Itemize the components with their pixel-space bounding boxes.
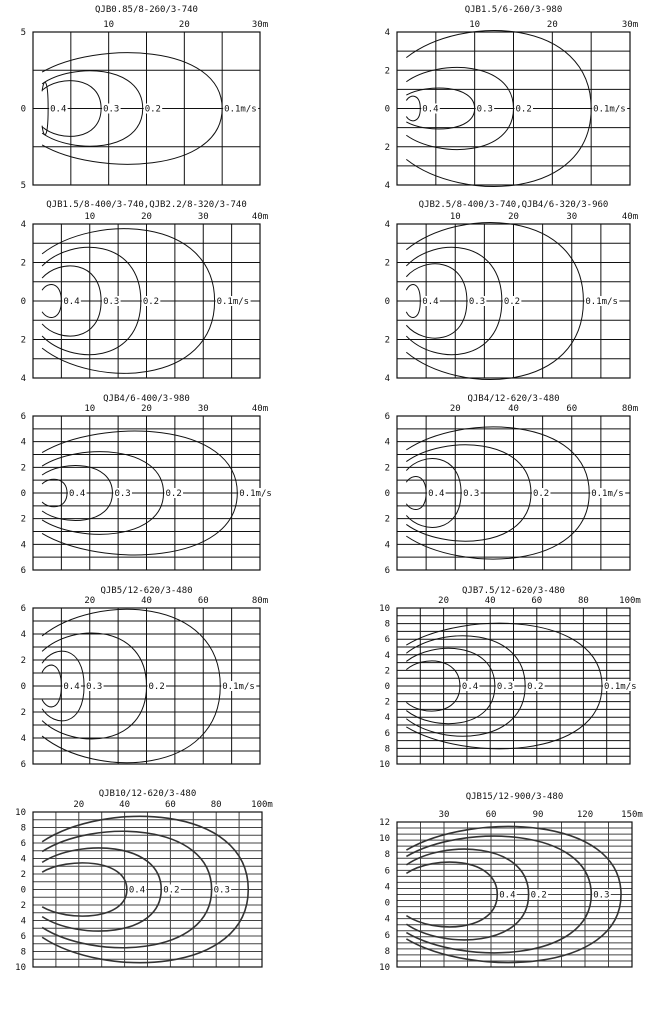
contour-velocity-label: 0.3 <box>86 682 103 692</box>
y-tick-label: 6 <box>20 839 26 849</box>
y-tick-label: 2 <box>20 870 26 880</box>
contour-velocity-label: 0.2 <box>148 682 165 692</box>
contour-velocity-label: 0.4 <box>422 104 439 115</box>
y-tick-label: 2 <box>384 142 390 153</box>
y-tick-label: 2 <box>384 66 390 77</box>
y-tick-label: 6 <box>384 566 390 576</box>
y-tick-label: 4 <box>20 437 26 448</box>
y-tick-label: 6 <box>384 728 390 739</box>
x-tick-label: 40 <box>484 596 496 606</box>
y-tick-label: 8 <box>384 744 390 755</box>
y-tick-label: 2 <box>20 258 26 269</box>
contour-velocity-label: 0.2 <box>144 104 161 115</box>
panel-title: QJB4/12-620/3-480 <box>467 394 560 404</box>
contour-velocity-label: 0.1m/s <box>222 682 255 692</box>
x-tick-label: 30 <box>197 212 209 222</box>
y-tick-label: 0 <box>384 104 390 115</box>
y-tick-label: 2 <box>384 514 390 525</box>
x-tick-label: 80m <box>251 596 269 606</box>
y-tick-label: 4 <box>20 630 26 640</box>
x-tick-label: 20 <box>508 212 519 222</box>
x-tick-label: 100m <box>619 596 641 606</box>
y-tick-label: 8 <box>20 823 26 834</box>
contour-velocity-label: 0.2 <box>527 682 544 692</box>
x-tick-label: 60 <box>566 404 578 414</box>
x-tick-label: 60 <box>485 810 497 820</box>
y-tick-label: 0 <box>384 898 390 909</box>
y-tick-label: 6 <box>20 566 26 576</box>
y-tick-label: 6 <box>20 760 26 770</box>
x-tick-label: 30 <box>197 404 209 414</box>
panel-title: QJB5/12-620/3-480 <box>100 586 193 596</box>
contour-velocity-label: 0.1m/s <box>224 104 257 115</box>
diagram-panel <box>21 394 274 576</box>
contour-velocity-label: 0.4 <box>422 297 439 307</box>
y-tick-label: 4 <box>384 650 390 661</box>
contour-velocity-label: 0.2 <box>515 104 532 115</box>
y-tick-label: 6 <box>20 412 26 422</box>
y-tick-label: 2 <box>20 463 26 474</box>
x-tick-label: 40m <box>251 404 269 414</box>
y-tick-label: 4 <box>384 374 390 384</box>
y-tick-label: 2 <box>384 463 390 474</box>
y-tick-label: 4 <box>384 28 390 38</box>
x-tick-label: 10 <box>449 212 461 222</box>
diagram-panel <box>21 586 269 770</box>
x-tick-label: 30 <box>566 212 578 222</box>
y-tick-label: 6 <box>384 635 390 646</box>
x-tick-label: 20 <box>438 596 450 606</box>
y-tick-label: 0 <box>384 682 390 692</box>
contour-velocity-label: 0.4 <box>428 489 445 499</box>
x-tick-label: 150m <box>621 810 643 820</box>
contour-velocity-label: 0.3 <box>476 104 493 115</box>
x-tick-label: 40m <box>621 212 639 222</box>
y-tick-label: 2 <box>384 335 390 346</box>
y-tick-label: 0 <box>20 885 26 896</box>
x-tick-label: 60 <box>531 596 543 606</box>
y-tick-label: 2 <box>20 514 26 525</box>
diagram-panel <box>21 5 269 191</box>
y-tick-label: 4 <box>384 882 390 893</box>
y-tick-label: 4 <box>20 220 26 230</box>
diagram-panel <box>15 789 273 973</box>
y-tick-label: 6 <box>20 604 26 614</box>
contour-velocity-label: 0.4 <box>499 890 516 901</box>
y-tick-label: 2 <box>20 708 26 718</box>
x-tick-label: 20 <box>84 596 96 606</box>
y-tick-label: 6 <box>384 412 390 422</box>
contour-velocity-label: 0.2 <box>530 890 547 901</box>
x-tick-label: 100m <box>251 800 273 810</box>
y-tick-label: 4 <box>384 713 390 724</box>
contour-velocity-label: 0.2 <box>532 489 550 499</box>
contour-velocity-label: 0.2 <box>503 297 521 307</box>
y-tick-label: 2 <box>384 666 390 677</box>
x-tick-label: 60 <box>197 596 209 606</box>
y-tick-label: 4 <box>384 540 390 551</box>
x-tick-label: 10 <box>103 20 115 30</box>
y-tick-label: 4 <box>384 437 390 448</box>
panel-title: QJB1.5/6-260/3-980 <box>464 5 563 15</box>
contour-velocity-label: 0.1m/s <box>591 489 624 499</box>
y-tick-label: 6 <box>384 930 390 941</box>
y-tick-label: 0 <box>20 682 26 692</box>
y-tick-label: 12 <box>379 818 390 828</box>
y-tick-label: 4 <box>384 181 390 191</box>
contour-velocity-label: 0.1m/s <box>593 104 626 115</box>
x-tick-label: 80 <box>210 800 222 810</box>
contour-velocity-label: 0.4 <box>50 104 67 115</box>
x-tick-label: 30m <box>621 20 639 30</box>
contour-velocity-label: 0.2 <box>165 489 182 499</box>
y-tick-label: 4 <box>384 220 390 230</box>
y-tick-label: 0 <box>20 489 26 499</box>
y-tick-label: 2 <box>20 335 26 346</box>
contour-velocity-label: 0.3 <box>468 297 486 307</box>
y-tick-label: 0 <box>20 104 26 115</box>
contour-velocity-label: 0.1m/s <box>604 682 637 692</box>
y-tick-label: 2 <box>384 697 390 708</box>
contour-velocity-label: 0.3 <box>593 890 610 901</box>
contour-velocity-label: 0.2 <box>142 297 160 307</box>
diagram-panel <box>385 200 639 384</box>
x-tick-label: 20 <box>546 20 558 30</box>
x-tick-label: 30 <box>438 810 450 820</box>
y-tick-label: 4 <box>20 734 26 744</box>
x-tick-label: 20 <box>73 800 85 810</box>
x-tick-label: 60 <box>164 800 176 810</box>
y-tick-label: 8 <box>384 850 390 861</box>
y-tick-label: 2 <box>20 901 26 911</box>
y-tick-label: 4 <box>20 540 26 551</box>
contour-velocity-label: 0.4 <box>128 885 146 896</box>
contour-velocity-label: 0.2 <box>163 885 180 896</box>
diagram-panel <box>21 200 269 384</box>
diagram-panel <box>385 394 639 576</box>
contour-velocity-label: 0.1m/s <box>585 297 618 307</box>
y-tick-label: 8 <box>20 947 26 958</box>
y-tick-label: 10 <box>15 808 26 818</box>
contour-velocity-label: 0.3 <box>103 104 120 115</box>
contour-velocity-label: 0.4 <box>63 682 80 692</box>
y-tick-label: 4 <box>20 854 26 865</box>
diagram-panel <box>379 792 643 973</box>
diagram-panel <box>379 586 641 770</box>
panel-title: QJB1.5/8-400/3-740,QJB2.2/8-320/3-740 <box>46 200 247 210</box>
y-tick-label: 0 <box>20 297 26 307</box>
contour-velocity-label: 0.3 <box>114 489 131 499</box>
x-tick-label: 120 <box>576 810 594 820</box>
contour-velocity-label: 0.3 <box>496 682 514 692</box>
y-tick-label: 6 <box>384 866 390 877</box>
y-tick-label: 5 <box>20 181 26 191</box>
panel-title: QJB7.5/12-620/3-480 <box>462 586 565 596</box>
x-tick-label: 80m <box>621 404 639 414</box>
panel-title: QJB10/12-620/3-480 <box>98 789 197 799</box>
y-tick-label: 10 <box>379 604 390 614</box>
x-tick-label: 20 <box>141 404 152 414</box>
x-tick-label: 80 <box>577 596 589 606</box>
y-tick-label: 5 <box>20 28 26 38</box>
x-tick-label: 40m <box>251 212 269 222</box>
x-tick-label: 40 <box>119 800 131 810</box>
contour-velocity-label: 0.3 <box>213 885 230 896</box>
y-tick-label: 0 <box>384 489 390 499</box>
y-tick-label: 10 <box>379 963 390 973</box>
panel-title: QJB0.85/8-260/3-740 <box>95 5 198 15</box>
y-tick-label: 4 <box>20 916 26 927</box>
contour-velocity-label: 0.4 <box>69 489 86 499</box>
y-tick-label: 2 <box>20 656 26 666</box>
x-tick-label: 10 <box>469 20 481 30</box>
x-tick-label: 40 <box>141 596 152 606</box>
contour-velocity-label: 0.4 <box>461 682 479 692</box>
x-tick-label: 20 <box>178 20 190 30</box>
x-tick-label: 90 <box>532 810 544 820</box>
y-tick-label: 4 <box>20 374 26 384</box>
diagram-panel <box>385 5 639 191</box>
x-tick-label: 10 <box>84 404 96 414</box>
y-tick-label: 0 <box>384 297 390 307</box>
y-tick-label: 6 <box>20 932 26 942</box>
y-tick-label: 10 <box>15 963 26 973</box>
y-tick-label: 4 <box>384 914 390 925</box>
contour-velocity-label: 0.3 <box>463 489 480 499</box>
y-tick-label: 10 <box>379 834 390 845</box>
y-tick-label: 10 <box>379 760 390 770</box>
contour-velocity-label: 0.1m/s <box>216 297 250 307</box>
y-tick-label: 2 <box>384 258 390 269</box>
contour-velocity-label: 0.4 <box>63 297 80 307</box>
contour-velocity-label: 0.1m/s <box>239 489 272 499</box>
panel-title: QJB4/6-400/3-980 <box>103 394 190 404</box>
panel-title: QJB15/12-900/3-480 <box>465 792 564 802</box>
y-tick-label: 8 <box>384 946 390 957</box>
panel-title: QJB2.5/8-400/3-740,QJB4/6-320/3-960 <box>418 200 609 210</box>
x-tick-label: 30m <box>251 20 269 30</box>
contour-velocity-label: 0.3 <box>103 297 120 307</box>
x-tick-label: 20 <box>449 404 461 414</box>
x-tick-label: 20 <box>141 212 152 222</box>
y-tick-label: 8 <box>384 619 390 630</box>
x-tick-label: 10 <box>84 212 96 222</box>
x-tick-label: 40 <box>508 404 519 414</box>
